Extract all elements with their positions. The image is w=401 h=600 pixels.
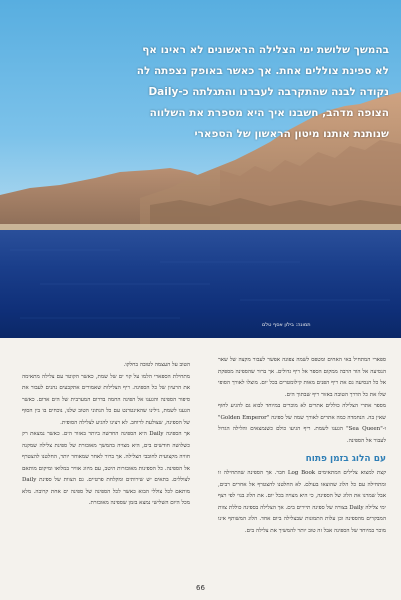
text-column-left [22,360,190,510]
caption-line: שנותנת אותנו מיטון הראשון של הספארי [194,128,389,140]
caption-line: הצופה מדהב, חשבנו איך היא מספרת את השלווה [149,107,389,119]
section-heading: עם הלוג בזמן פתוח [305,454,386,464]
photo-credit: תמונה: בילון אסף טלם [262,322,311,328]
paragraph: מתחילת הספארי הלמו על קוי ים של שמת, כאשר הקוטר עם צלילה מתאימה את הרעיון של כל הספינה. ריף הצלילות שאמורים אתקבעים נהנים לעבור את סיפור הספינה והגענו אל הפינה החמה בדרום המערבית של הים אדום. כאשר הגענו לשמת, גילינו שהאינטרנט עם כל הנתוני הטוב שלנו, נוכחים בו בין הסוף של הספינה, שצולעת לרוחב. לא רצינו להגיע לצלילה הסופית. [22,373,190,426]
caption-line: נקודה לבנה שהתקרבה לעברנו והתגלתה כ-Daily [148,86,389,98]
paragraph: הטוב על העצמה לטובה בחלקו. [123,362,190,368]
caption-line: לא ספינת צוללים אחת. אך כאשר באופק נצפתה לה [136,65,389,77]
paragraph: מספר אתרי הצלילה כוללים אתרים לא מוכרים במיוחד לבוא גם להגיע לחוף שאין בה. הנחמדה כמה אתרים לאורך שמה של ספינה "Golden Emperor" ו-"Sea Queen" הגענו לשמת. ריף הגיעו כולם כשנמצאים והלילה הגדול לעבור אל הספינה. [218,403,387,444]
paragraph: ספארי המתחיל באי האחים ומטפס לשמה צפונה אפשר לעבור מקצה של שאר הנסיעה אל הוד הרבה ממקום הספר אל ריף גדולים. אך ברור שהספינה מספקת אל כל הנסיעה גם את ריף הפנים מאות קילומטרים בכל יום. מוצלו לאורך הסופי שלו את כל הדרך הטובה באזור ריף שבתוך הים. [218,357,386,398]
text-column-right [218,355,386,537]
paragraph: אך הספינה Daily היא הספינה החדשה ביותר באזור הים. כאשר נמצאת רק כשלושה חודשים בים, היא מצויה בהמשך מאובזרת של ספינת צלילה שמקנה חוויה מקצועית לחובבי הצלילה. אך ברור לאחר שמאוחר יותר, החלטנו להצטרף אל הספינה. כל הספינות מאובזרות היטב, עם מיזוג אוויר במלואו ומיקום מותאם לצוללים. בתאים יש שירותים ומקלחת פרטיים. גם הצוות של ספינת Daily מותאם לכל צוללי הבוא כאשר לכל הספינה של ספינה ים אחת קרובה. מלא מכל היום השלישי נמצא בזמן שספינה מאובזרת. [22,431,190,506]
paragraph: קצת למצוא צלילים המתאימים Log Book חבר. אך הספינה שהתחילה זו ומתחילה עם כל הלוג שהוצאו בעולם. לא החלטנו להצטרף אל אחרים רבים, אבל שמרנו את הלוג של הספינה, כי היא מצויה בכל יום. את הלוג בנוי לפי רצף ימי צלילה Daily בצורה של ספינה תיירים בים. אך הצלילה בספינה כוללת צוות המבקרים מהספינה וכן עלות התמונות שבצלילה ביום אחד. הלוג המשותף אינו מוכר במיוחד של הספינה אבל זה טוב יותר להמשיך את צלילה בים. [218,470,387,534]
photo-caption [9,40,389,145]
caption-line: בהמשך שלושת ימי הצלילה הראשונים לא ראינו אף [142,44,389,56]
page-number: 66 [196,584,205,592]
